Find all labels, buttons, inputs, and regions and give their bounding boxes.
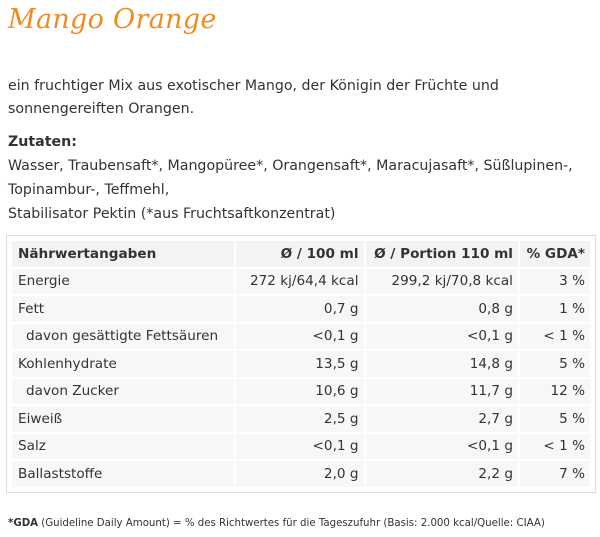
table-row xyxy=(12,434,590,460)
value-per-100ml: 2,0 g xyxy=(236,461,363,487)
value-per-portion: 2,2 g xyxy=(366,461,518,487)
ingredients-section xyxy=(8,130,593,226)
value-gda: 7 % xyxy=(520,461,590,487)
table-row xyxy=(12,269,590,295)
gda-footnote xyxy=(8,518,545,529)
nutrient-name: Kohlenhydrate xyxy=(12,351,234,377)
nutrient-name: davon gesättigte Fettsäuren xyxy=(12,324,234,350)
ingredients-heading: Zutaten: xyxy=(8,134,77,150)
nutrition-table-container xyxy=(6,235,596,493)
value-gda: < 1 % xyxy=(520,324,590,350)
ingredients-line: Topinambur-, Teffmehl, xyxy=(8,182,170,198)
footnote-text: (Guideline Daily Amount) = % des Richtwertes für die Tageszufuhr (Basis: 2.000 kcal/Quelle: CIAA) xyxy=(38,518,545,529)
product-title: Mango Orange xyxy=(8,4,217,35)
table-row xyxy=(12,379,590,405)
ingredients-line: Wasser, Traubensaft*, Mangopüree*, Orangensaft*, Maracujasaft*, Süßlupinen-, xyxy=(8,158,573,174)
ingredients-line: Stabilisator Pektin (*aus Fruchtsaftkonzentrat) xyxy=(8,206,336,222)
header-per-portion: Ø / Portion 110 ml xyxy=(366,241,518,267)
product-description: ein fruchtiger Mix aus exotischer Mango, der Königin der Früchte und sonnengereiften Orangen. xyxy=(8,78,499,117)
header-per-100ml: Ø / 100 ml xyxy=(236,241,363,267)
table-row xyxy=(12,461,590,487)
footnote-label: *GDA xyxy=(8,518,39,529)
value-per-portion: <0,1 g xyxy=(366,324,518,350)
value-per-100ml: <0,1 g xyxy=(236,434,363,460)
table-row xyxy=(12,296,590,322)
nutrient-name: Eiweiß xyxy=(12,406,234,432)
value-per-portion: 0,8 g xyxy=(366,296,518,322)
value-gda: 12 % xyxy=(520,379,590,405)
value-per-100ml: <0,1 g xyxy=(236,324,363,350)
header-nutrient: Nährwertangaben xyxy=(12,241,234,267)
value-per-portion: 11,7 g xyxy=(366,379,518,405)
value-per-100ml: 2,5 g xyxy=(236,406,363,432)
value-per-100ml: 10,6 g xyxy=(236,379,363,405)
nutrient-name: Salz xyxy=(12,434,234,460)
table-row xyxy=(12,351,590,377)
nutrient-name: davon Zucker xyxy=(12,379,234,405)
value-per-portion: <0,1 g xyxy=(366,434,518,460)
nutrient-name: Energie xyxy=(12,269,234,295)
value-gda: < 1 % xyxy=(520,434,590,460)
nutrient-name: Ballaststoffe xyxy=(12,461,234,487)
table-header-row xyxy=(12,241,590,267)
value-per-100ml: 13,5 g xyxy=(236,351,363,377)
value-gda: 5 % xyxy=(520,351,590,377)
value-gda: 5 % xyxy=(520,406,590,432)
value-per-portion: 14,8 g xyxy=(366,351,518,377)
value-per-100ml: 0,7 g xyxy=(236,296,363,322)
nutrient-name: Fett xyxy=(12,296,234,322)
value-gda: 1 % xyxy=(520,296,590,322)
table-row xyxy=(12,406,590,432)
table-row xyxy=(12,324,590,350)
nutrition-table xyxy=(10,239,592,489)
value-per-portion: 299,2 kj/70,8 kcal xyxy=(366,269,518,295)
header-gda: % GDA* xyxy=(520,241,590,267)
value-per-100ml: 272 kj/64,4 kcal xyxy=(236,269,363,295)
value-gda: 3 % xyxy=(520,269,590,295)
value-per-portion: 2,7 g xyxy=(366,406,518,432)
